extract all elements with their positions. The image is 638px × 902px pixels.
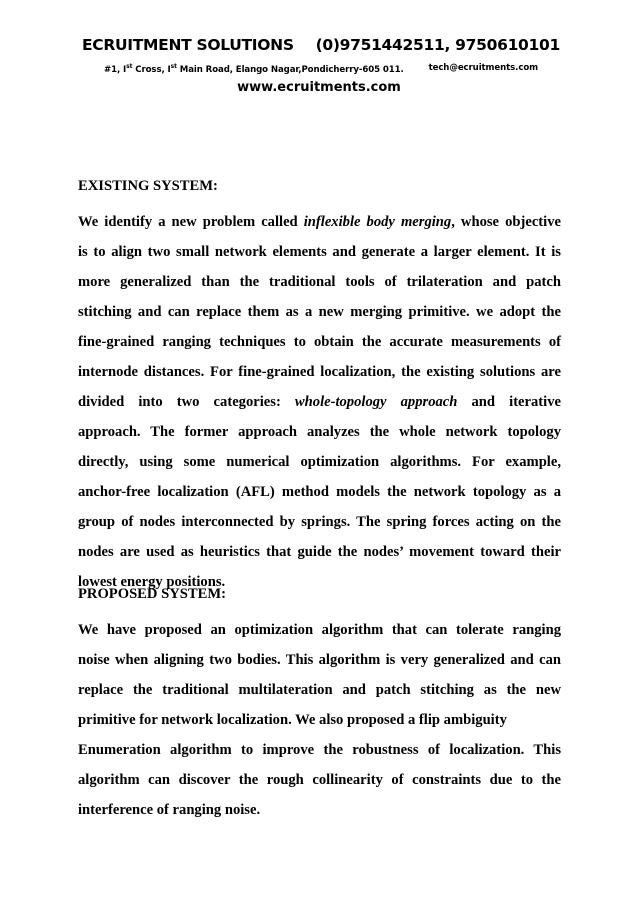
italic-term: whole-topology approach <box>294 394 458 410</box>
phone-numbers: (0)9751442511, 9750610101 <box>315 36 560 54</box>
text-run: interference of ranging noise. <box>78 802 261 818</box>
paragraph-line <box>78 447 561 477</box>
proposed-system-section <box>78 584 561 825</box>
text-run: primitive for network localization. We also proposed a flip ambiguity <box>78 712 507 728</box>
company-email: tech@ecruitments.com <box>428 63 538 73</box>
text-run: Enumeration algorithm to improve the robustness of localization. This <box>78 742 561 758</box>
text-run: noise when aligning two bodies. This algorithm is very generalized and can <box>78 652 561 668</box>
paragraph-line <box>78 357 561 387</box>
company-name: ECRUITMENT SOLUTIONS <box>82 36 294 54</box>
paragraph-line <box>78 297 561 327</box>
text-run: lowest energy positions. <box>78 574 226 590</box>
text-run: and iterative <box>457 394 561 410</box>
paragraph-line <box>78 795 561 825</box>
paragraph-line <box>78 327 561 357</box>
paragraph-line <box>78 207 561 237</box>
paragraph-line <box>78 237 561 267</box>
text-run: approach. The former approach analyzes the whole network topology <box>78 424 561 440</box>
existing-system-heading: EXISTING SYSTEM: <box>78 178 218 194</box>
paragraph-line <box>78 735 561 765</box>
proposed-system-heading: PROPOSED SYSTEM: <box>78 586 226 602</box>
paragraph-line <box>78 765 561 795</box>
company-website: www.ecruitments.com <box>237 80 401 95</box>
italic-term: inflexible body merging <box>303 214 452 230</box>
company-address: #1, Ist Cross, Ist Main Road, Elango Nagar,Pondicherry-605 011. <box>104 63 404 75</box>
paragraph-line <box>78 267 561 297</box>
text-run: algorithm can discover the rough collinearity of constraints due to the <box>78 772 561 788</box>
paragraph-line <box>78 387 561 417</box>
text-run: , whose objective <box>451 214 561 230</box>
text-run: fine-grained ranging techniques to obtain the accurate measurements of <box>78 334 561 350</box>
proposed-system-paragraph <box>78 615 561 825</box>
paragraph-line <box>78 507 561 537</box>
existing-system-section <box>78 176 561 597</box>
paragraph-line <box>78 645 561 675</box>
paragraph-line <box>78 537 561 567</box>
letterhead-top-line <box>82 36 560 58</box>
text-run: directly, using some numerical optimization algorithms. For example, <box>78 454 561 470</box>
text-run: is to align two small network elements and generate a larger element. It is <box>78 244 561 260</box>
text-run: internode distances. For fine-grained localization, the existing solutions are <box>78 364 561 380</box>
paragraph-line <box>78 675 561 705</box>
text-run: more generalized than the traditional tools of trilateration and patch <box>78 274 561 290</box>
letterhead-address-line <box>104 63 538 77</box>
text-run: We identify a new problem called <box>78 214 304 230</box>
text-run: stitching and can replace them as a new merging primitive. we adopt the <box>78 304 561 320</box>
text-run: We have proposed an optimization algorithm that can tolerate ranging <box>78 622 561 638</box>
text-run: replace the traditional multilateration and patch stitching as the new <box>78 682 561 698</box>
text-run: anchor-free localization (AFL) method models the network topology as a <box>78 484 561 500</box>
text-run: divided into two categories: <box>78 394 295 410</box>
paragraph-line <box>78 417 561 447</box>
paragraph-line <box>78 705 561 735</box>
existing-system-paragraph <box>78 207 561 597</box>
paragraph-line <box>78 477 561 507</box>
text-run: group of nodes interconnected by springs. The spring forces acting on the <box>78 514 561 530</box>
text-run: nodes are used as heuristics that guide the nodes’ movement toward their <box>78 544 561 560</box>
paragraph-line <box>78 615 561 645</box>
